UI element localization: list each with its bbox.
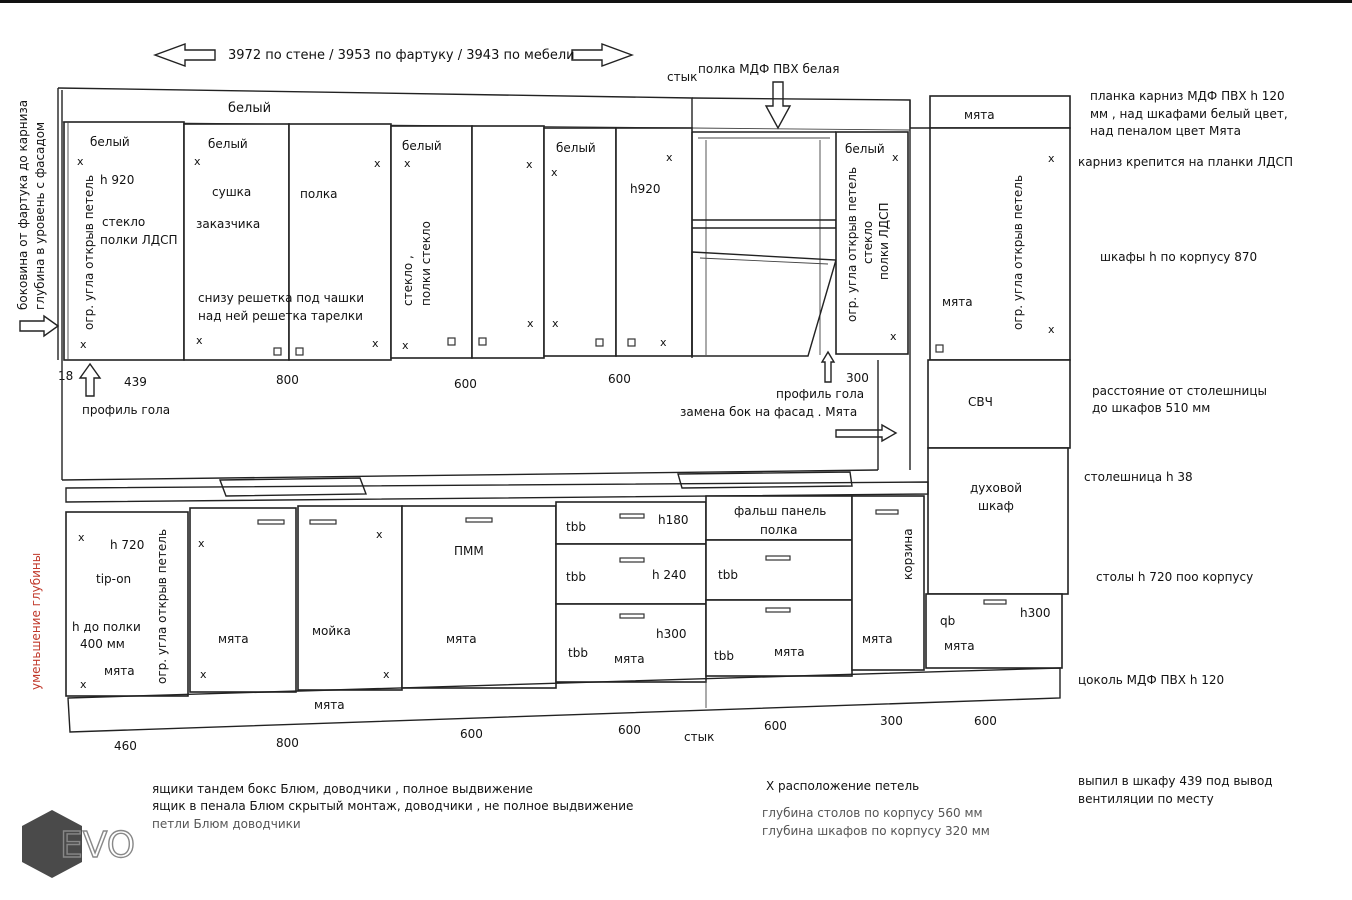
depth-reduction-note: уменьшение глубины: [29, 552, 43, 690]
oven-section: [928, 448, 1068, 594]
cab2-customer: заказчика: [196, 217, 261, 231]
side-panel-depth-note: глубина в уровень с фасадом: [33, 121, 47, 310]
upper-width-600b: 600: [608, 372, 631, 386]
note-drawers: ящики тандем бокс Блюм, доводчики , полное выдвижение: [152, 782, 533, 796]
note-cutout-2: вентиляции по месту: [1078, 792, 1214, 806]
lower-width-600a: 600: [460, 727, 483, 741]
evo-logo: [22, 810, 135, 878]
drawer-3-height: h300: [656, 627, 687, 641]
b3-sink: мойка: [312, 624, 351, 638]
note-cornice-1: планка карниз МДФ ПВХ h 120: [1090, 89, 1285, 103]
cornice-color-label: белый: [228, 101, 272, 116]
b1-shelf-1: h до полки: [72, 620, 141, 634]
b1-tipon: tip-on: [96, 572, 132, 586]
cornice-bottom-right: [692, 128, 910, 130]
door-handle-icon: [310, 520, 336, 524]
handle-icon: [448, 338, 455, 345]
cab1-shelves: полки ЛДСП: [100, 233, 178, 247]
handle-icon: [296, 348, 303, 355]
cab2-dryer: сушка: [212, 185, 252, 199]
cab6-color: мята: [942, 295, 973, 309]
note-tall-drawer: ящик в пенала Блюм скрытый монтаж, доводчики , не полное выдвижение: [152, 799, 634, 813]
tall-drawer-color: мята: [944, 639, 975, 653]
side-panel-note: боковина от фартука до карниза: [16, 99, 30, 310]
note-distance-1: расстояние от столешницы: [1092, 384, 1267, 398]
hinge-mark: x: [372, 337, 379, 350]
cab2-rack1: снизу решетка под чашки: [198, 291, 365, 305]
cab2-rack2: над ней решетка тарелки: [198, 309, 363, 323]
cooktop: [678, 472, 852, 488]
drawer-3-color: мята: [614, 652, 645, 666]
gola-profile-label: профиль гола: [82, 403, 171, 417]
drawer-1-height: h180: [658, 513, 689, 527]
tall-cornice-color: мята: [964, 108, 995, 122]
hood-shelf: [692, 220, 836, 228]
lower-width-300: 300: [880, 714, 903, 728]
lower-cabinets: [66, 496, 1060, 732]
cab5-hinge-note: огр. угла открыв петель: [845, 166, 859, 322]
hinge-mark: x: [383, 668, 390, 681]
note-cabinet-height: шкафы h по корпусу 870: [1100, 250, 1258, 264]
tall-drawer-qb: qb: [940, 614, 956, 628]
b4-color: мята: [446, 632, 477, 646]
note-base-height: столы h 720 поо корпусу: [1096, 570, 1254, 584]
cab5-color: белый: [845, 142, 885, 156]
hinge-mark: x: [1048, 152, 1055, 165]
hinge-mark: x: [1048, 323, 1055, 336]
dishwasher-panel: [402, 506, 556, 688]
hinge-mark: x: [374, 157, 381, 170]
cab5-glass: стекло: [861, 220, 875, 264]
cab2-color: белый: [208, 137, 248, 151]
bottom-notes: [152, 779, 990, 838]
handle-icon: [628, 339, 635, 346]
upper-width-600a: 600: [454, 377, 477, 391]
tall-cornice: [930, 96, 1070, 128]
logo-text: EVO: [60, 825, 136, 866]
cab3-glass-shelves: полки стекло: [419, 221, 433, 306]
side-replace-note: замена бок на фасад . Мята: [680, 405, 858, 419]
right-arrow-icon: [572, 44, 632, 66]
note-hinge-marks: Х расположение петель: [766, 779, 920, 793]
note-cornice-mount: карниз крепится на планки ЛДСП: [1078, 155, 1293, 169]
microwave-section: [928, 360, 1070, 448]
hinge-mark: x: [660, 336, 667, 349]
handle-icon: [596, 339, 603, 346]
tall-drawer-height: h300: [1020, 606, 1051, 620]
note-cornice-2: мм , над шкафами белый цвет,: [1090, 107, 1288, 121]
upper-width-439: 439: [124, 375, 147, 389]
hinge-mark: x: [552, 317, 559, 330]
cab5-shelves: полки ЛДСП: [877, 202, 891, 280]
top-border: [0, 0, 1352, 3]
hinge-mark: x: [196, 334, 203, 347]
hinge-mark: x: [890, 330, 897, 343]
left-arrow-icon: [155, 44, 215, 66]
handle-icon: [274, 348, 281, 355]
tall-unit: [926, 96, 1070, 668]
drawer-2-tbb: tbb: [566, 570, 586, 584]
drawer-2-height: h 240: [652, 568, 687, 582]
lower-width-800: 800: [276, 736, 299, 750]
cab6-hinge-note: огр. угла открыв петель: [1011, 174, 1025, 330]
note-cutout-1: выпил в шкафу 439 под вывод: [1078, 774, 1273, 788]
drawer-handle-icon: [620, 558, 644, 562]
hinge-mark: x: [376, 528, 383, 541]
hinge-mark: x: [198, 537, 205, 550]
note-base-depth: глубина столов по корпусу 560 мм: [762, 806, 983, 820]
b2-color: мята: [218, 632, 249, 646]
door-handle-icon: [466, 518, 492, 522]
hinge-mark: x: [200, 668, 207, 681]
hinge-mark: x: [526, 158, 533, 171]
upper-cabinet-4-right-door: [616, 128, 692, 356]
note-hinges: петли Блюм доводчики: [152, 817, 301, 831]
lower-width-460: 460: [114, 739, 137, 753]
drawer-handle-icon: [620, 614, 644, 618]
upper-cabinets: [64, 122, 908, 360]
b1-hinge-note: огр. угла открыв петель: [155, 528, 169, 684]
hinge-mark: x: [194, 155, 201, 168]
hinge-mark: x: [80, 678, 87, 691]
joint-label: стык: [667, 70, 698, 84]
lower-joint: стык: [684, 730, 715, 744]
b1-height: h 720: [110, 538, 145, 552]
false-panel-label: фальш панель: [734, 504, 827, 518]
b4-label: ПММ: [454, 544, 484, 558]
cornice-top-right: [692, 98, 935, 128]
right-arrow-icon: [836, 425, 896, 441]
hood-body: [692, 252, 836, 356]
door-handle-icon: [876, 510, 898, 514]
hinge-mark: x: [527, 317, 534, 330]
hinge-mark: x: [77, 155, 84, 168]
drawer-3-tbb: tbb: [568, 646, 588, 660]
note-countertop: столешница h 38: [1084, 470, 1193, 484]
note-cornice-3: над пеналом цвет Мята: [1090, 124, 1241, 138]
drawer-handle-icon: [984, 600, 1006, 604]
shelf-note: полка МДФ ПВХ белая: [698, 62, 840, 76]
up-arrow-icon: [822, 352, 834, 382]
hinge-mark: x: [666, 151, 673, 164]
drawer-4-tbb: tbb: [718, 568, 738, 582]
b1-shelf-2: 400 мм: [80, 637, 125, 651]
lower-width-600c: 600: [764, 719, 787, 733]
cab4-color: белый: [556, 141, 596, 155]
hinge-mark: x: [78, 531, 85, 544]
cab1-glass: стекло: [102, 215, 146, 229]
upper-width-300: 300: [846, 371, 869, 385]
cab4-height: h920: [630, 182, 661, 196]
basket-color: мята: [862, 632, 893, 646]
base-cabinet-2-right-door: [298, 506, 402, 690]
niche-inner: [698, 138, 830, 355]
cab2-shelf: полка: [300, 187, 338, 201]
note-distance-2: до шкафов 510 мм: [1092, 401, 1211, 415]
handle-icon: [936, 345, 943, 352]
hinge-mark: x: [892, 151, 899, 164]
cab3-glass: стекло ,: [401, 255, 415, 306]
upper-width-800: 800: [276, 373, 299, 387]
lower-width-600d: 600: [974, 714, 997, 728]
lower-width-600b: 600: [618, 723, 641, 737]
backsplash-bottom: [62, 470, 878, 480]
drawer-1-tbb: tbb: [566, 520, 586, 534]
cab3-color: белый: [402, 139, 442, 153]
note-plinth: цоколь МДФ ПВХ h 120: [1078, 673, 1225, 687]
drawer-handle-icon: [620, 514, 644, 518]
basket-label: корзина: [901, 528, 915, 580]
drawer-5-tbb: tbb: [714, 649, 734, 663]
gola-profile-right: профиль гола: [776, 387, 865, 401]
handle-icon: [479, 338, 486, 345]
base-cabinet-2-left-door: [190, 508, 296, 692]
hinge-mark: x: [80, 338, 87, 351]
right-notes: [1078, 89, 1293, 806]
cab1-hinge-note: огр. угла открыв петель: [82, 174, 96, 330]
up-arrow-icon: [80, 364, 100, 396]
down-arrow-icon: [766, 82, 790, 128]
hinge-mark: x: [404, 157, 411, 170]
hinge-mark: x: [551, 166, 558, 179]
door-handle-icon: [258, 520, 284, 524]
right-arrow-icon: [20, 316, 58, 336]
oven-label-2: шкаф: [978, 499, 1014, 513]
gap-label: 18: [58, 369, 74, 383]
hinge-mark: x: [402, 339, 409, 352]
plinth-color: мята: [314, 698, 345, 712]
drawer-5-color: мята: [774, 645, 805, 659]
note-wall-depth: глубина шкафов по корпусу 320 мм: [762, 824, 990, 838]
hood-niche: [692, 132, 836, 358]
b1-color: мята: [104, 664, 135, 678]
false-panel-shelf: полка: [760, 523, 798, 537]
cab1-height: h 920: [100, 173, 135, 187]
oven-label-1: духовой: [970, 481, 1023, 495]
microwave-label: СВЧ: [968, 395, 993, 409]
dimension-text: 3972 по стене / 3953 по фартуку / 3943 по мебели: [228, 48, 575, 63]
cab1-color: белый: [90, 135, 130, 149]
drawer-handle-icon: [766, 608, 790, 612]
drawer-handle-icon: [766, 556, 790, 560]
